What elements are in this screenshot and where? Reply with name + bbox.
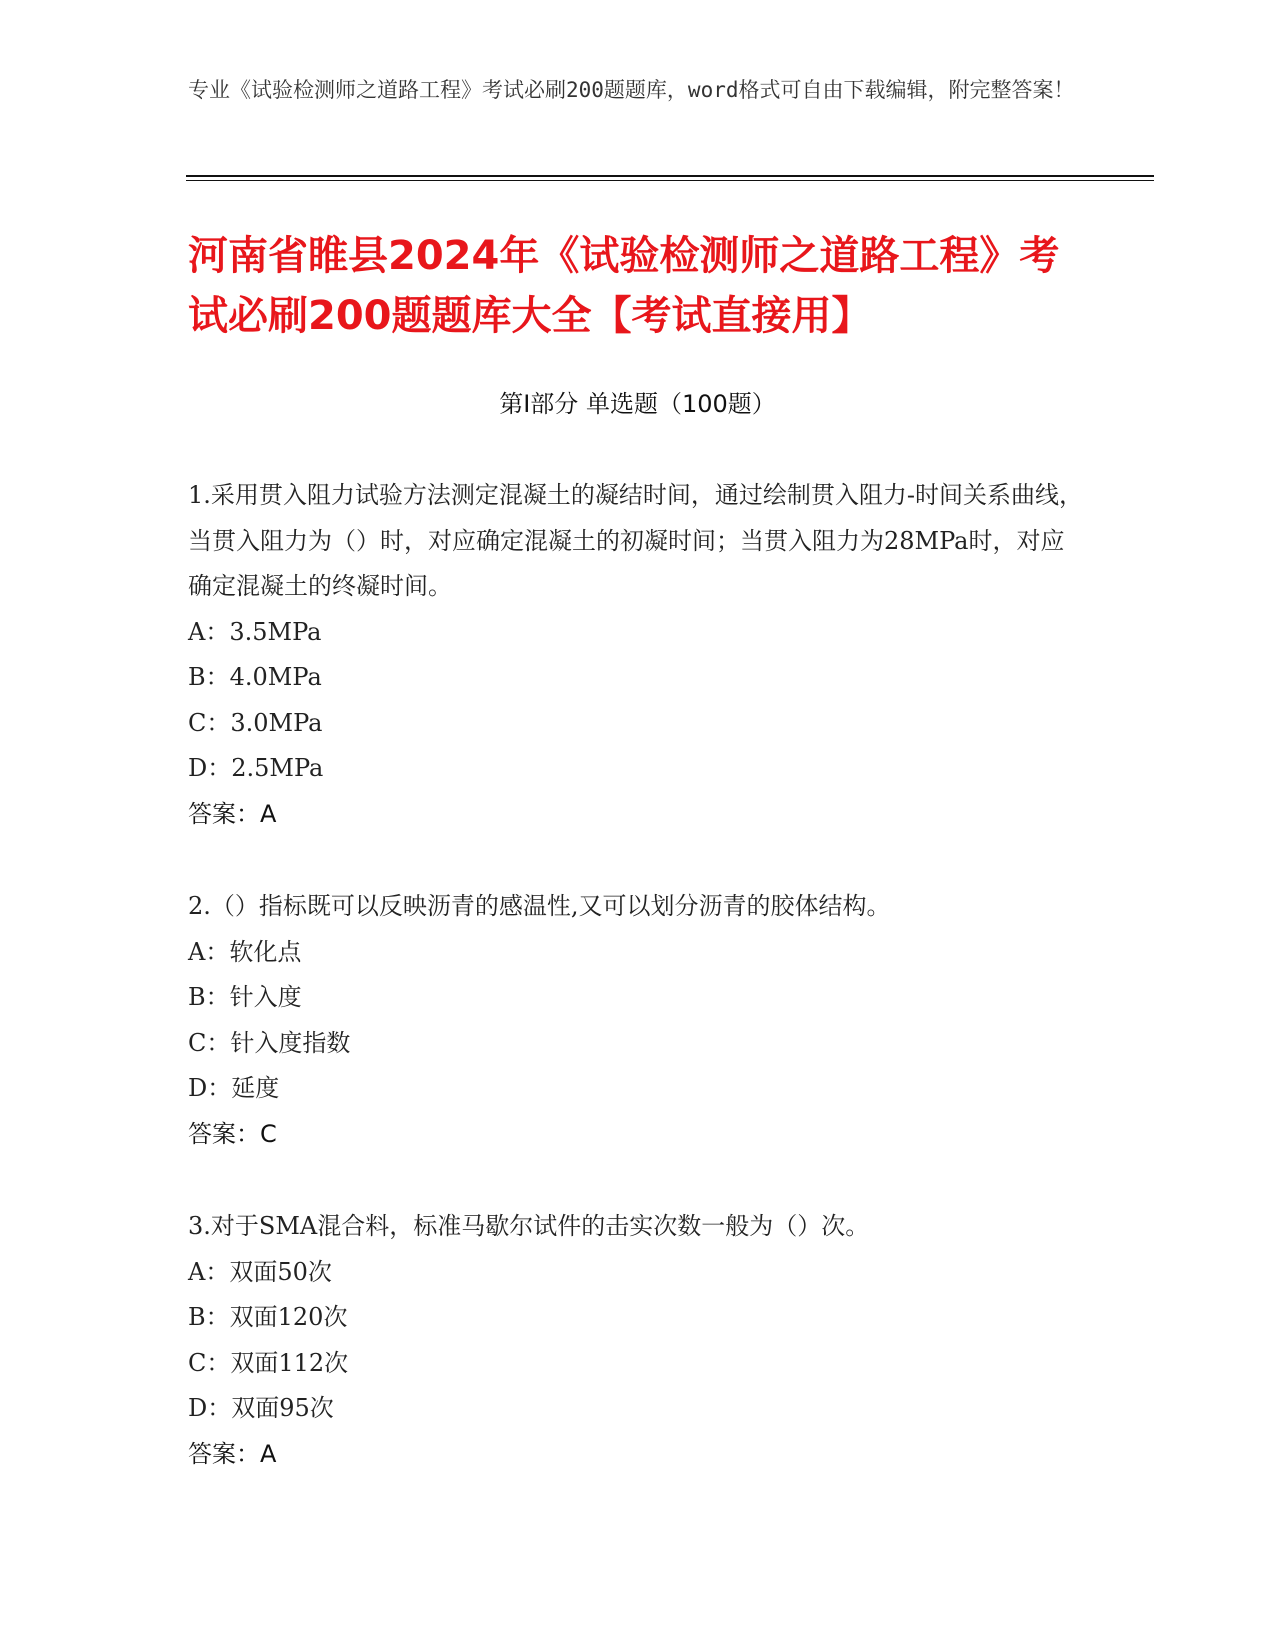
question-stem: 3.对于SMA混合料，标准马歇尔试件的击实次数一般为（）次。 <box>188 1212 870 1240</box>
question-1 <box>188 473 1088 837</box>
header-note: 专业《试验检测师之道路工程》考试必刷200题题库，word格式可自由下载编辑，附完整答案！ <box>188 78 1075 102</box>
answer: 答案：A <box>188 1439 277 1468</box>
option-d: D：2.5MPa <box>188 754 324 782</box>
question-3 <box>188 1204 1088 1477</box>
answer: 答案：C <box>188 1119 277 1148</box>
option-c: C：针入度指数 <box>188 1028 351 1057</box>
option-b: B：4.0MPa <box>188 663 322 691</box>
option-d: D：延度 <box>188 1074 280 1102</box>
option-a: A：软化点 <box>188 937 302 966</box>
option-a: A：双面50次 <box>188 1257 332 1286</box>
answer: 答案：A <box>188 799 277 828</box>
question-list <box>188 473 1088 1524</box>
header-divider <box>186 175 1154 177</box>
option-d: D：双面95次 <box>188 1394 334 1422</box>
question-stem: 2.（）指标既可以反映沥青的感温性,又可以划分沥青的胶体结构。 <box>188 892 891 920</box>
section-title: 第I部分 单选题（100题） <box>499 390 776 418</box>
document-title: 河南省睢县2024年《试验检测师之道路工程》考试必刷200题题库大全【考试直接用】 <box>188 233 1060 339</box>
header-divider-thin <box>186 180 1154 181</box>
option-b: B：针入度 <box>188 983 302 1011</box>
option-c: C：双面112次 <box>188 1348 349 1377</box>
question-stem: 1.采用贯入阻力试验方法测定混凝土的凝结时间，通过绘制贯入阻力-时间关系曲线，当贯入阻力为（）时，对应确定混凝土的初凝时间；当贯入阻力为28MPa时，对应确定混凝土的终凝时间。 <box>188 481 1084 600</box>
option-a: A：3.5MPa <box>188 617 322 646</box>
option-c: C：3.0MPa <box>188 708 323 737</box>
option-b: B：双面120次 <box>188 1303 348 1331</box>
question-2 <box>188 884 1088 1157</box>
